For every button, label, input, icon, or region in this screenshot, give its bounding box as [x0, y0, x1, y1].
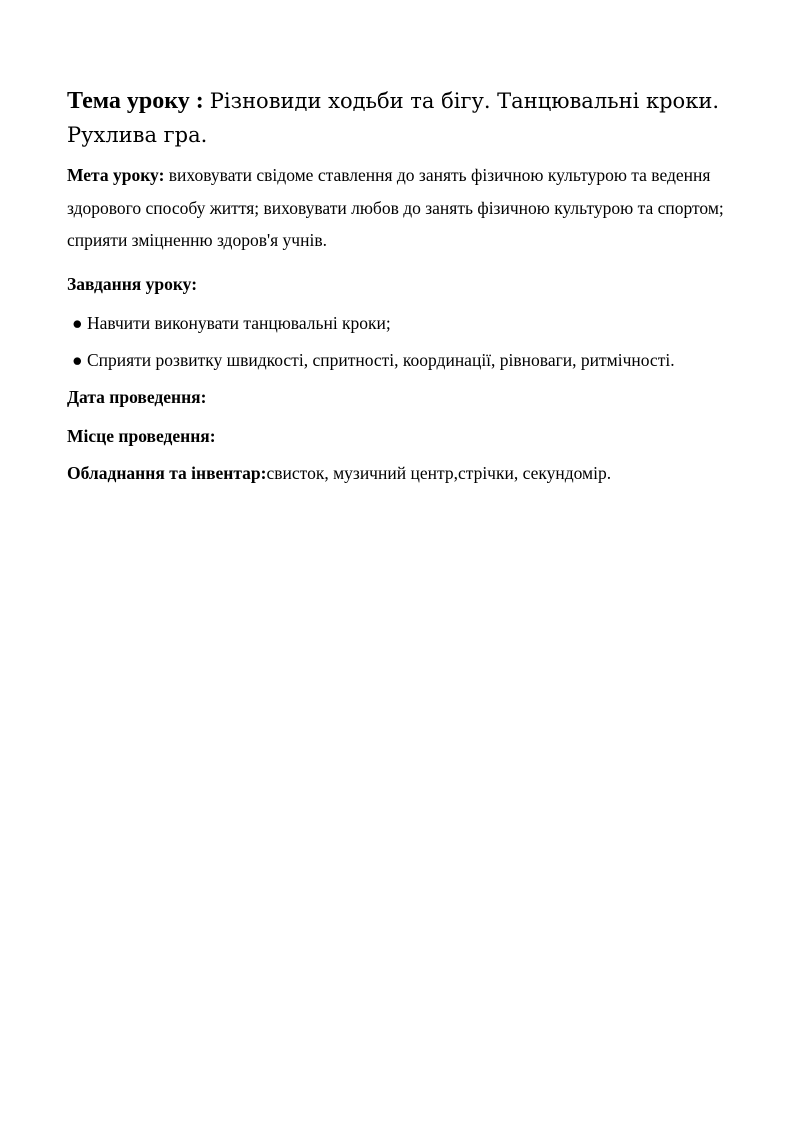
- lesson-goal: [67, 159, 747, 257]
- lesson-topic-label: Тема уроку :: [67, 88, 204, 114]
- list-item: [67, 311, 747, 335]
- document-page: [67, 84, 747, 490]
- lesson-place-label: Місце проведення:: [67, 425, 216, 446]
- list-item-text: Навчити виконувати танцювальні кроки;: [86, 313, 391, 333]
- lesson-equipment-text: свисток, музичний центр,стрічки, секундомір.: [266, 463, 612, 483]
- lesson-equipment: [67, 457, 747, 490]
- bullet-icon: ●: [72, 313, 83, 333]
- lesson-topic: [67, 84, 747, 152]
- lesson-topic-text: Різновиди ходьби та бігу. Танцювальні кроки. Рухлива гра.: [67, 89, 719, 147]
- list-item-text: Сприяти розвитку швидкості, спритності, координації, рівноваги, ритмічності.: [86, 350, 675, 370]
- lesson-date-label: Дата проведення:: [67, 387, 207, 407]
- list-item: [67, 348, 747, 372]
- lesson-tasks-heading: Завдання уроку:: [67, 273, 198, 294]
- bullet-icon: ●: [72, 350, 83, 370]
- lesson-goal-text: виховувати свідоме ставлення до занять фізичною культурою та ведення здорового способу життя; виховувати любов до занять фізичною культурою та спортом; сприяти зміцненню здоров'я учнів.: [67, 165, 724, 250]
- lesson-equipment-label: Обладнання та інвентар:: [67, 463, 267, 483]
- lesson-goal-label: Мета уроку:: [67, 165, 165, 185]
